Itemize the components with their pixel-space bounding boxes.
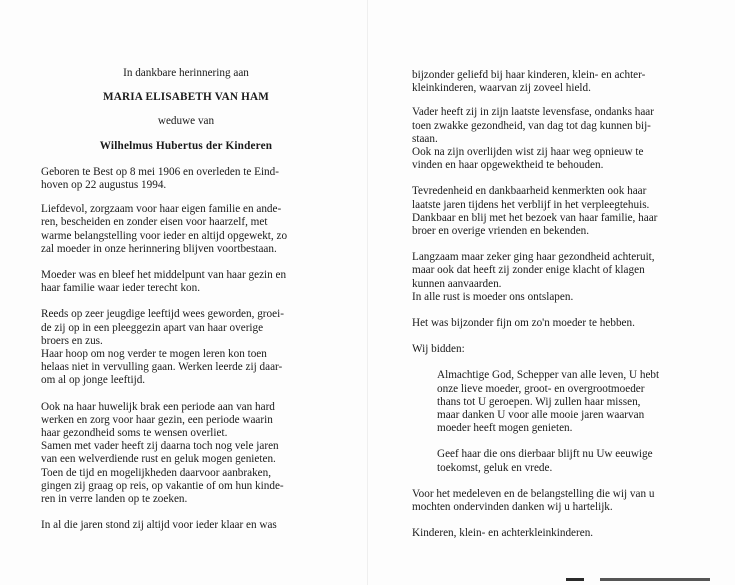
birth-death-paragraph: Geboren te Best op 8 mei 1906 en overleden te Eind- hoven op 22 augustus 1994. [41, 165, 279, 192]
paragraph-always-ready: In al die jaren stond zij altijd voor ieder klaar en was [41, 519, 277, 532]
paragraph-marriage: Ook na haar huwelijk brak een periode aan van hard werken en zorg voor haar gezin, een periode waarin haar gezondheid soms te wensen overliet. Samen met vader heeft zij daarna toch nog vele jaren van een welverdiende rust en geluk mogen genieten. Toen de tijd en mogelijkheden daarvoor aanbraken, gingen zij graag op reis, op vakantie of om hun kinde- ren in verre landen op te zoeken. [41, 400, 284, 506]
scan-mark [600, 578, 710, 581]
paragraph-beloved: bijzonder geliefd bij haar kinderen, klein- en achter- kleinkinderen, waarvan zij zoveel hield. [412, 69, 646, 95]
widow-of-line: weduwe van [157, 115, 215, 128]
husband-name: Wilhelmus Hubertus der Kinderen [99, 139, 273, 152]
scan-mark [566, 578, 584, 581]
prayer-paragraph-1: Almachtige God, Schepper van alle leven, U hebt onze lieve moeder, groot- en overgrootmoeder thans tot U geroepen. Wij zullen haar missen, maar danken U voor alle mooie jaren waarvan moeder heeft mogen genieten. [437, 369, 660, 435]
paragraph-youth: Reeds op zeer jeugdige leeftijd wees geworden, groei- de zij op in een pleeggezin apart van haar overige broers en zus. Haar hoop om nog verder te mogen leren kon toen helaas niet in vervulling gaan. Werken leerde zij daar- om al op jonge leeftijd. [41, 308, 284, 387]
right-page [412, 69, 703, 540]
prayer-intro: Wij bidden: [412, 343, 465, 356]
prayer-paragraph-2: Geef haar die ons dierbaar blijft nu Uw eeuwige toekomst, geluk en vrede. [437, 448, 653, 474]
paragraph-fine-mother: Het was bijzonder fijn om zo'n moeder te hebben. [412, 317, 635, 330]
paragraph-father: Vader heeft zij in zijn laatste levensfase, ondanks haar toen zwakke gezondheid, van dag tot dag kunnen bij- staan. Ook na zijn overlijden wist zij haar weg opnieuw te vinden en haar opgewektheid te behouden. [412, 106, 654, 172]
paragraph-decline: Langzaam maar zeker ging haar gezondheid achteruit, maar ook dat heeft zij zonder enige klacht of klagen kunnen aanvaarden. In alle rust is moeder ons ontslapen. [412, 251, 655, 303]
signature-line: Kinderen, klein- en achterkleinkinderen. [412, 527, 594, 540]
paragraph-family-center: Moeder was en bleef het middelpunt van haar gezin en haar familie waar ieder terecht kon. [41, 269, 287, 295]
paragraph-character: Liefdevol, zorgzaam voor haar eigen familie en ande- ren, bescheiden en zonder eisen voor haarzelf, met warme belangstelling voor ieder en altijd opgewekt, zo zal moeder in onze herinnering blijven voortbestaan. [41, 203, 288, 255]
fold-line [367, 0, 368, 585]
paragraph-thanks: Voor het medeleven en de belangstelling die wij van u mochten ondervinden danken wij u hartelijk. [412, 487, 655, 514]
paragraph-nursing-home: Tevredenheid en dankbaarheid kenmerkten ook haar laatste jaren tijdens het verblijf in het verpleegtehuis. Dankbaar en blij met het bezoek van haar familie, haar broer en overige vrienden en bekenden. [412, 185, 658, 238]
deceased-name: MARIA ELISABETH VAN HAM [102, 91, 270, 104]
left-page [41, 67, 331, 532]
intro-line: In dankbare herinnering aan [123, 67, 249, 79]
